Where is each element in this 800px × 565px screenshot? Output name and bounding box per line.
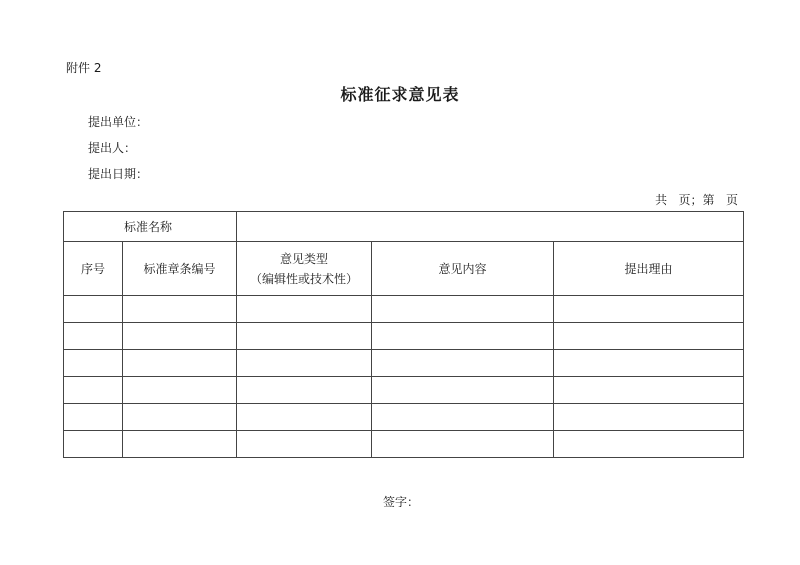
cell-seq[interactable]	[64, 296, 123, 323]
cell-reason[interactable]	[554, 377, 744, 404]
cell-reason[interactable]	[554, 431, 744, 458]
cell-content[interactable]	[372, 296, 554, 323]
opinion-table	[63, 211, 744, 458]
cell-clause[interactable]	[123, 296, 237, 323]
submitter-unit-label: 提出单位：	[88, 115, 149, 129]
cell-type[interactable]	[237, 296, 372, 323]
cell-seq[interactable]	[64, 323, 123, 350]
standard-name-value[interactable]	[237, 212, 744, 242]
cell-seq[interactable]	[64, 377, 123, 404]
signature-label: 签字：	[383, 495, 420, 509]
table-header-row	[64, 242, 744, 296]
standard-name-label: 标准名称	[64, 212, 237, 242]
form-title: 标准征求意见表	[340, 85, 460, 104]
submit-date-label: 提出日期：	[88, 167, 149, 181]
cell-type[interactable]	[237, 431, 372, 458]
cell-reason[interactable]	[554, 404, 744, 431]
cell-clause[interactable]	[123, 404, 237, 431]
table-row	[64, 431, 744, 458]
cell-clause[interactable]	[123, 377, 237, 404]
header-opinion-type	[237, 242, 372, 296]
cell-content[interactable]	[372, 377, 554, 404]
submitter-person-label: 提出人：	[88, 141, 137, 155]
page-count: 共 页；第 页	[655, 193, 738, 207]
table-row	[64, 350, 744, 377]
cell-content[interactable]	[372, 404, 554, 431]
cell-reason[interactable]	[554, 350, 744, 377]
cell-clause[interactable]	[123, 431, 237, 458]
standard-name-row	[64, 212, 744, 242]
cell-reason[interactable]	[554, 296, 744, 323]
table-row	[64, 323, 744, 350]
table-row	[64, 377, 744, 404]
attachment-label: 附件 2	[66, 61, 102, 75]
table-row	[64, 404, 744, 431]
header-seq: 序号	[64, 242, 123, 296]
cell-clause[interactable]	[123, 323, 237, 350]
table-row	[64, 296, 744, 323]
cell-type[interactable]	[237, 404, 372, 431]
cell-type[interactable]	[237, 350, 372, 377]
cell-seq[interactable]	[64, 431, 123, 458]
cell-content[interactable]	[372, 350, 554, 377]
header-opinion-type-line1: 意见类型	[280, 251, 329, 266]
cell-type[interactable]	[237, 377, 372, 404]
cell-content[interactable]	[372, 431, 554, 458]
cell-clause[interactable]	[123, 350, 237, 377]
header-reason: 提出理由	[554, 242, 744, 296]
header-opinion-type-line2: （编辑性或技术性）	[250, 271, 359, 286]
cell-type[interactable]	[237, 323, 372, 350]
cell-reason[interactable]	[554, 323, 744, 350]
cell-content[interactable]	[372, 323, 554, 350]
cell-seq[interactable]	[64, 350, 123, 377]
header-clause: 标准章条编号	[123, 242, 237, 296]
header-content: 意见内容	[372, 242, 554, 296]
cell-seq[interactable]	[64, 404, 123, 431]
